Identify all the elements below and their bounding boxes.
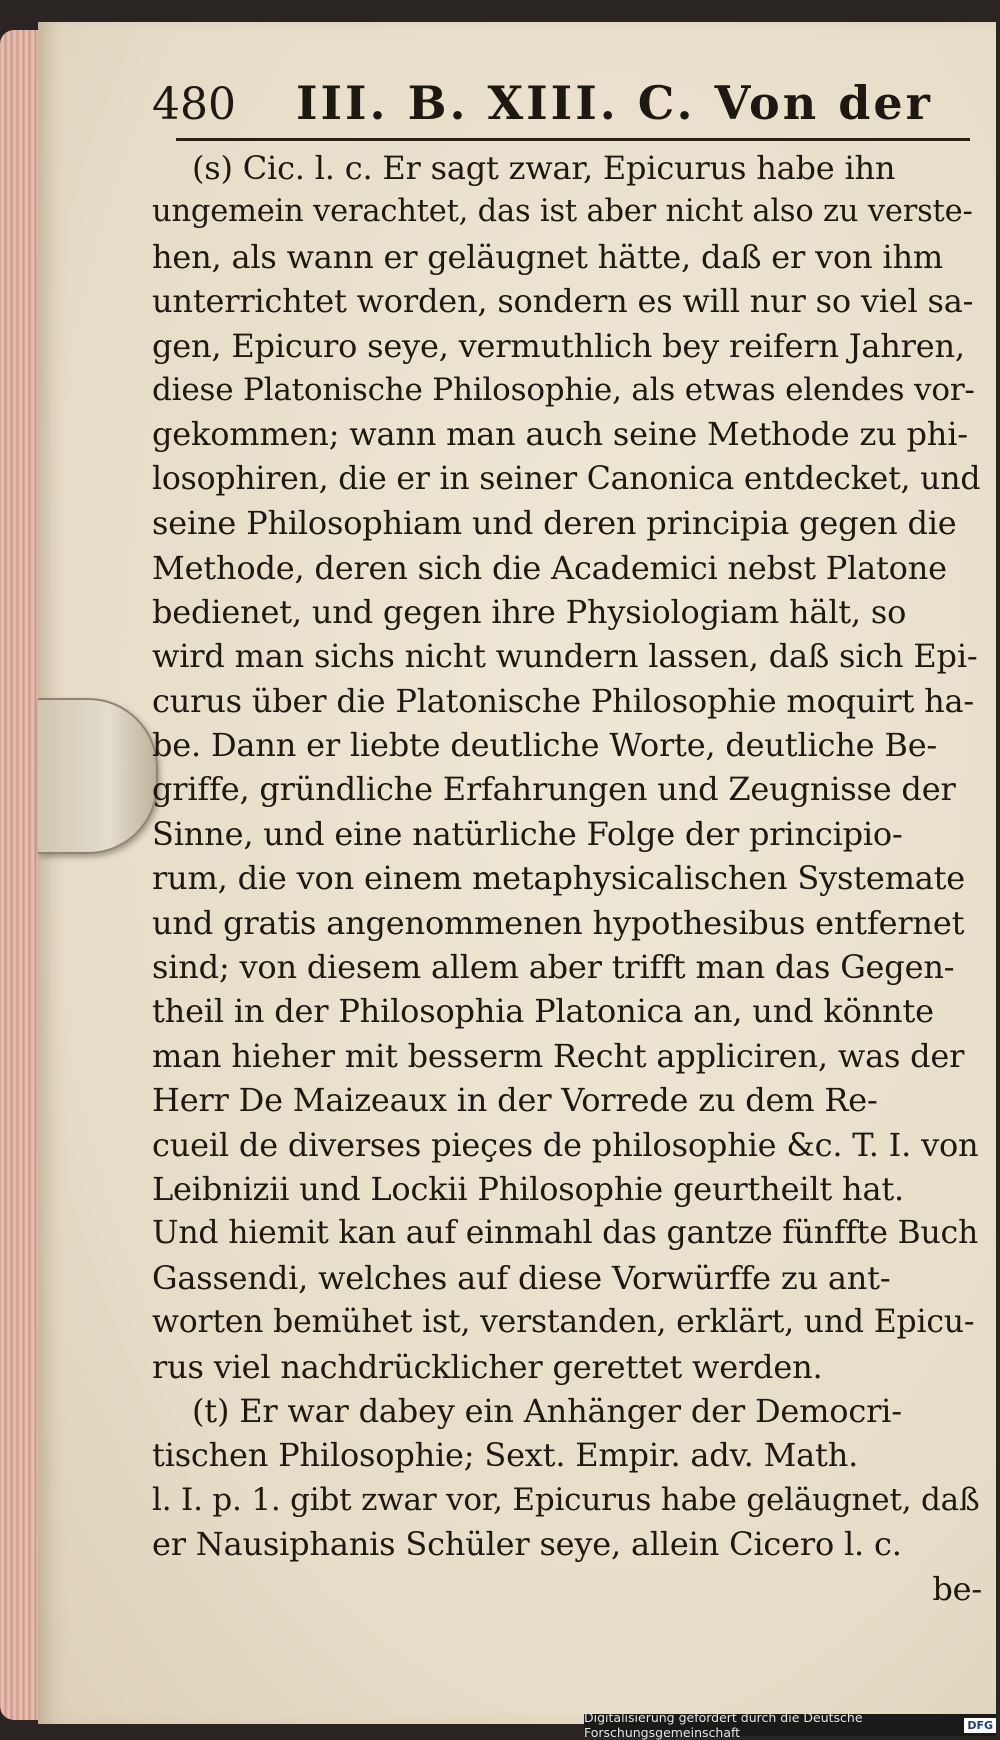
page-header (152, 76, 972, 140)
text-line: wird man sichs nicht wundern lassen, daß sich Epi- (152, 637, 978, 676)
text-line: Und hiemit kan auf einmahl das gantze fünffte Buch (152, 1215, 979, 1252)
text-line: rum, die von einem metaphysicalischen Systemate (152, 859, 966, 898)
text-line: Herr De Maizeaux in der Vorrede zu dem Re- (152, 1081, 878, 1120)
text-line: unterrichtet worden, sondern es will nur so viel sa- (152, 282, 974, 321)
text-line: sind; von diesem allem aber trifft man das Gegen- (152, 948, 955, 987)
text-line: gen, Epicuro seye, vermuthlich bey reifern Jahren, (152, 326, 965, 365)
text-line: losophiren, die er in seiner Canonica entdecket, und (152, 460, 981, 497)
text-line: ungemein verachtet, das ist aber nicht also zu verste- (152, 194, 973, 230)
credit-text: Digitalisierung gefördert durch die Deutsche Forschungsgemeinschaft (584, 1710, 863, 1740)
running-head: III. B. XIII. C. Von der (295, 76, 933, 130)
text-line: man hieher mit besserm Recht appliciren, was der (152, 1036, 965, 1075)
header-rule (176, 138, 970, 141)
text-line: (t) Er war dabey ein Anhänger der Democri- (192, 1391, 902, 1430)
text-line: Gassendi, welches auf diese Vorwürffe zu ant- (152, 1258, 891, 1297)
text-line: seine Philosophiam und deren principia gegen die (152, 504, 957, 543)
text-line: diese Platonische Philosophie, als etwas elendes vor- (152, 371, 975, 408)
text-line: und gratis angenommenen hypothesibus entfernet (152, 903, 965, 942)
text-line: Leibnizii und Lockii Philosophie geurtheilt hat. (152, 1169, 904, 1208)
text-line: cueil de diverses pieçes de philosophie &c. T. I. von (152, 1125, 979, 1164)
text-line: rus viel nachdrücklicher gerettet werden. (152, 1347, 823, 1386)
text-line: er Nausiphanis Schüler seye, allein Cicero l. c. (152, 1525, 902, 1564)
text-line: (s) Cic. l. c. Er sagt zwar, Epicurus habe ihn (192, 149, 896, 187)
text-line: theil in der Philosophia Platonica an, und könnte (152, 992, 934, 1031)
page-number: 480 (152, 79, 236, 130)
text-line: tischen Philosophie; Sext. Empir. adv. Math. (152, 1436, 859, 1475)
book-clasp (38, 698, 158, 854)
catchword: be- (932, 1569, 982, 1608)
text-line: curus über die Platonische Philosophie moquirt ha- (152, 681, 975, 720)
text-line: worten bemühet ist, verstanden, erklärt, und Epicu- (152, 1304, 975, 1341)
text-line: hen, als wann er geläugnet hätte, daß er von ihm (152, 237, 943, 276)
dfg-logo: DFG (964, 1718, 996, 1733)
text-line: griffe, gründliche Erfahrungen und Zeugnisse der (152, 770, 956, 809)
text-line: Methode, deren sich die Academici nebst Platone (152, 548, 947, 587)
text-line: be. Dann er liebte deutliche Worte, deutliche Be- (152, 726, 938, 765)
digitization-credit (584, 1710, 996, 1740)
text-line: gekommen; wann man auch seine Methode zu phi- (152, 415, 968, 454)
text-line: Sinne, und eine natürliche Folge der principio- (152, 814, 903, 853)
text-line: bedienet, und gegen ihre Physiologiam hält, so (152, 592, 907, 631)
footnote-text (152, 146, 982, 1611)
text-line: l. I. p. 1. gibt zwar vor, Epicurus habe geläugnet, daß (152, 1481, 980, 1518)
